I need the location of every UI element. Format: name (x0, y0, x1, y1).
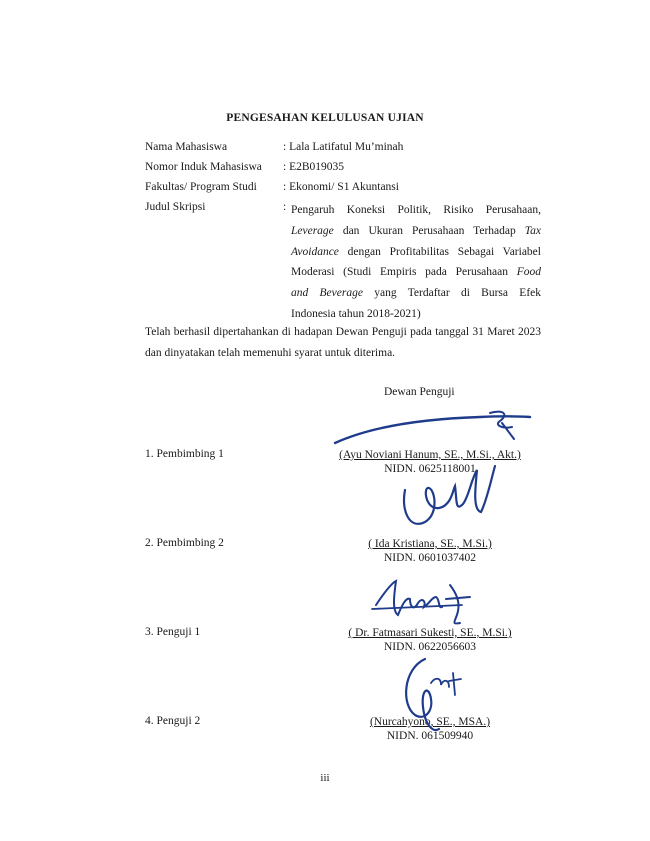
examiner-name: (Ayu Noviani Hanum, SE., M.Si., Akt.) (339, 449, 521, 461)
examiner-nidn: NIDN. 0622056603 (384, 641, 476, 653)
examiner-role: 2. Pembimbing 2 (145, 537, 224, 549)
examiner-role: 1. Pembimbing 1 (145, 448, 224, 460)
approval-statement: Telah berhasil dipertahankan di hadapan Dewan Penguji pada tanggal 31 Maret 2023 dan dinyatakan telah memenuhi syarat untuk diterima. (145, 326, 541, 359)
examiner-3 (270, 626, 590, 654)
examiner-role: 3. Penguji 1 (145, 626, 201, 638)
signature-3 (370, 575, 480, 630)
examiner-2 (270, 537, 590, 565)
document-title: PENGESAHAN KELULUSAN UJIAN (226, 112, 424, 124)
examiner-nidn: NIDN. 0601037402 (384, 552, 476, 564)
thesis-title-line: Moderasi (Studi Empiris pada Perusahaan Food (291, 266, 541, 279)
thesis-title (291, 200, 541, 325)
thesis-title-line: and Beverage yang Terdaftar di Bursa Efek (291, 287, 541, 300)
examiner-role: 4. Penguji 2 (145, 715, 201, 727)
examiner-name: (Nurcahyono, SE., MSA.) (369, 716, 491, 728)
thesis-title-line: Avoidance dengan Profitabilitas Sebagai Variabel (291, 245, 541, 258)
thesis-title-line: Indonesia tahun 2018-2021) (291, 307, 421, 320)
examiner-nidn: NIDN. 061509940 (386, 730, 474, 742)
examiner-nidn: NIDN. 0625118001 (384, 463, 476, 475)
info-label: Nama Mahasiswa (145, 141, 228, 153)
signature-1 (330, 405, 540, 455)
thesis-title-line: Leverage dan Ukuran Perusahaan Terhadap Tax (291, 224, 541, 237)
info-label: Fakultas/ Program Studi (145, 181, 257, 193)
info-value: : E2B019035 (283, 161, 345, 173)
examiner-name: ( Ida Kristiana, SE., M.Si.) (368, 538, 492, 550)
info-value: : Ekonomi/ S1 Akuntansi (283, 181, 399, 193)
page-number: iii (320, 772, 330, 784)
board-label: Dewan Penguji (384, 386, 455, 398)
info-value: : Lala Latifatul Mu’minah (283, 141, 404, 153)
signature-4 (395, 655, 475, 735)
examiner-name: ( Dr. Fatmasari Sukesti, SE., M.Si.) (348, 627, 512, 639)
thesis-title-line: Pengaruh Koneksi Politik, Risiko Perusahaan, (291, 204, 541, 216)
info-value: : (283, 201, 287, 213)
info-label: Nomor Induk Mahasiswa (145, 161, 262, 173)
signature-2 (395, 460, 505, 540)
info-label: Judul Skripsi (145, 201, 206, 213)
